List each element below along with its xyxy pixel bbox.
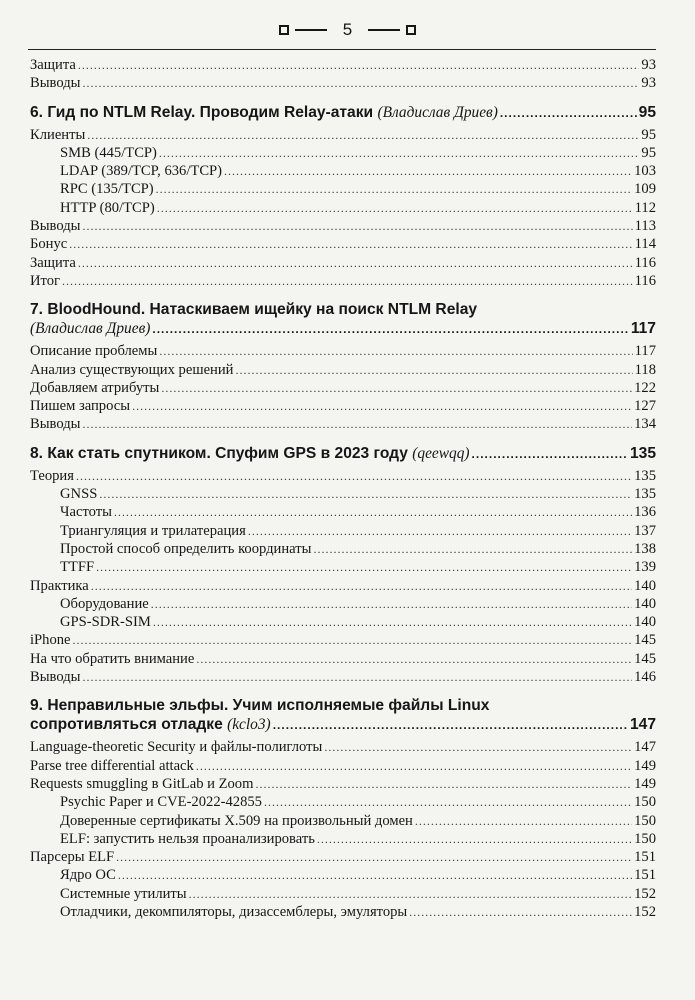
toc-entry [30, 217, 656, 235]
toc-entry-title: Requests smuggling в GitLab и Zoom [30, 775, 254, 792]
leader-dots [91, 577, 632, 595]
leader-dots [78, 254, 633, 272]
chapter-page: 117 [630, 320, 656, 338]
leader-dots [157, 199, 633, 217]
toc-entry-title: Оборудование [60, 595, 149, 612]
leader-dots [82, 217, 632, 235]
toc-subentry [30, 885, 656, 903]
toc-entry-title: SMB (445/TCP) [60, 144, 157, 161]
chapter-title: 8. Как стать спутником. Спуфим GPS в 2023 году [30, 444, 408, 462]
chapter-page: 147 [629, 716, 656, 734]
leader-dots [189, 885, 632, 903]
toc-entry-page: 151 [634, 867, 656, 884]
leader-dots [235, 361, 632, 379]
leader-dots [73, 631, 633, 649]
toc-entry-page: 93 [641, 75, 656, 92]
toc-entry-title: Выводы [30, 75, 81, 92]
toc-entry [30, 397, 656, 415]
toc-entry [30, 272, 656, 290]
toc-entry-title: Парсеры ELF [30, 849, 115, 866]
toc-subentry [30, 162, 656, 180]
toc-entry-title: Выводы [30, 218, 81, 235]
toc-subentry [30, 199, 656, 217]
toc-subentry [30, 812, 656, 830]
toc-entry [30, 668, 656, 686]
toc-subentry [30, 503, 656, 521]
toc-entry-title: Language-theoretic Security и файлы-полиглоты [30, 739, 323, 756]
toc-entry [30, 415, 656, 433]
toc-entry-page: 109 [634, 181, 656, 198]
toc-entry-title: RPC (135/TCP) [60, 181, 154, 198]
toc-entry-page: 127 [634, 398, 656, 415]
toc-entry-title: Выводы [30, 669, 81, 686]
toc-entry-page: 150 [634, 812, 656, 829]
ornament-line-left [295, 29, 327, 31]
toc-entry-title: Доверенные сертификаты X.509 на произвольный домен [60, 812, 413, 829]
toc-subentry [30, 793, 656, 811]
toc-entry [30, 631, 656, 649]
toc-subentry [30, 830, 656, 848]
toc-entry-title: Пишем запросы [30, 398, 131, 415]
header-rule [28, 49, 656, 50]
toc-entry-title: Итог [30, 272, 61, 289]
leader-dots [82, 74, 639, 92]
chapter-title: 6. Гид по NTLM Relay. Проводим Relay-атаки [30, 103, 374, 121]
toc-entry-title: Выводы [30, 416, 81, 433]
leader-dots [324, 738, 632, 756]
toc-entry [30, 775, 656, 793]
leader-dots [161, 379, 632, 397]
leader-dots [159, 342, 632, 360]
leader-dots [118, 866, 632, 884]
leader-dots [255, 775, 632, 793]
toc-entry [30, 235, 656, 253]
leader-dots [132, 397, 632, 415]
leader-dots [317, 830, 632, 848]
leader-dots [76, 467, 632, 485]
toc-subentry [30, 558, 656, 576]
leader-dots [151, 595, 632, 613]
toc-entry-title: Описание проблемы [30, 343, 158, 360]
leader-dots [224, 162, 632, 180]
leader-dots [500, 104, 637, 123]
toc-subentry [30, 903, 656, 921]
toc-entry-page: 149 [634, 757, 656, 774]
toc-entry-page: 145 [634, 632, 656, 649]
toc-entry-page: 152 [634, 885, 656, 902]
toc-entry [30, 56, 656, 74]
toc-entry-page: 135 [634, 486, 656, 503]
toc-entry [30, 848, 656, 866]
toc-entry [30, 74, 656, 92]
chapter-title: 7. BloodHound. Натаскиваем ищейку на поиск NTLM Relay [30, 301, 478, 319]
toc-entry-title: Системные утилиты [60, 885, 187, 902]
leader-dots [248, 522, 632, 540]
leader-dots [114, 503, 632, 521]
toc-subentry [30, 866, 656, 884]
toc-entry-page: 145 [634, 650, 656, 667]
toc-entry-page: 116 [634, 272, 656, 289]
toc-entry [30, 738, 656, 756]
ornament-box-left [279, 25, 289, 35]
leader-dots [273, 716, 628, 735]
toc-entry-title: Отладчики, декомпиляторы, дизассемблеры, эмуляторы [60, 903, 408, 920]
toc-entry-title: iPhone [30, 632, 71, 649]
toc-entry-title: На что обратить внимание [30, 650, 195, 667]
toc-entry [30, 342, 656, 360]
leader-dots [415, 812, 632, 830]
toc-entry [30, 254, 656, 272]
toc-entry-title: GPS-SDR-SIM [60, 614, 151, 631]
toc-entry-page: 103 [634, 163, 656, 180]
toc-entry-page: 135 [634, 467, 656, 484]
toc-entry-page: 137 [634, 522, 656, 539]
toc-entry [30, 757, 656, 775]
page-header [0, 0, 695, 48]
toc-entry-page: 114 [634, 236, 656, 253]
chapter-8-heading [30, 444, 656, 463]
toc-entry-page: 122 [634, 379, 656, 396]
toc-entry-page: 139 [634, 559, 656, 576]
toc-entry-title: Триангуляция и трилатерация [60, 522, 246, 539]
toc-entry-page: 150 [634, 830, 656, 847]
toc-entry-title: Psychic Paper и CVE-2022-42855 [60, 794, 262, 811]
toc-entry-page: 113 [634, 218, 656, 235]
toc-entry-title: HTTP (80/TCP) [60, 199, 155, 216]
leader-dots [116, 848, 632, 866]
chapter-page: 95 [638, 103, 656, 121]
chapter-title: 9. Неправильные эльфы. Учим исполняемые файлы Linux [30, 697, 490, 715]
toc-entry-title: GNSS [60, 486, 98, 503]
toc-entry [30, 467, 656, 485]
leader-dots [159, 144, 640, 162]
toc-entry-page: 117 [634, 343, 656, 360]
chapter-9-heading [30, 696, 656, 734]
chapter-author: (kclo3) [227, 716, 271, 734]
toc-entry [30, 379, 656, 397]
leader-dots [196, 650, 632, 668]
leader-dots [96, 558, 632, 576]
toc-entry-title: Простой способ определить координаты [60, 540, 312, 557]
toc-entry-title: Клиенты [30, 126, 86, 143]
leader-dots [264, 793, 632, 811]
chapter-author: (Владислав Дриев) [30, 320, 151, 338]
leader-dots [78, 56, 640, 74]
toc-entry-title: Бонус [30, 236, 68, 253]
toc-entry-page: 149 [634, 775, 656, 792]
leader-dots [82, 668, 632, 686]
chapter-7-heading [30, 300, 656, 338]
toc-entry-page: 140 [634, 577, 656, 594]
toc-entry [30, 650, 656, 668]
toc-entry-title: LDAP (389/TCP, 636/TCP) [60, 163, 223, 180]
toc-entry-page: 95 [641, 144, 656, 161]
leader-dots [409, 903, 632, 921]
toc-entry-page: 150 [634, 794, 656, 811]
ornament-line-right [368, 29, 400, 31]
toc-entry-page: 134 [634, 416, 656, 433]
toc-entry-page: 138 [634, 540, 656, 557]
leader-dots [87, 126, 639, 144]
toc-entry-title: Частоты [60, 504, 112, 521]
leader-dots [62, 272, 633, 290]
toc-entry-title: Ядро ОС [60, 867, 116, 884]
toc-entry-page: 112 [634, 199, 656, 216]
toc-entry-title: Защита [30, 57, 76, 73]
leader-dots [82, 415, 632, 433]
toc-entry-title: Теория [30, 467, 74, 484]
leader-dots [152, 320, 628, 339]
leader-dots [153, 613, 632, 631]
toc-entry-page: 147 [634, 739, 656, 756]
chapter-author: (Владислав Дриев) [377, 103, 498, 121]
toc-entry-title: Добавляем атрибуты [30, 379, 160, 396]
toc-entry-page: 140 [634, 595, 656, 612]
leader-dots [156, 180, 632, 198]
chapter-author: (qeewqq) [412, 444, 470, 462]
toc-entry-page: 146 [634, 669, 656, 686]
toc-entry-page: 93 [641, 57, 656, 73]
toc-subentry [30, 613, 656, 631]
toc-entry-page: 95 [641, 126, 656, 143]
toc-entry-title: TTFF [60, 559, 95, 576]
toc-subentry [30, 540, 656, 558]
chapter-page: 135 [629, 444, 656, 462]
toc-subentry [30, 144, 656, 162]
leader-dots [69, 235, 632, 253]
toc-entry-title: ELF: запустить нельзя проанализировать [60, 830, 315, 847]
toc-entry-page: 151 [634, 849, 656, 866]
ornament-box-right [406, 25, 416, 35]
chapter-title-continued: сопротивляться отладке [30, 716, 223, 734]
toc-entry-title: Практика [30, 577, 89, 594]
leader-dots [99, 485, 632, 503]
toc-subentry [30, 485, 656, 503]
toc-entry [30, 577, 656, 595]
chapter-6-heading [30, 103, 656, 122]
toc-entry-page: 116 [634, 254, 656, 271]
toc-entry-page: 140 [634, 614, 656, 631]
toc-entry-page: 136 [634, 504, 656, 521]
leader-dots [196, 757, 632, 775]
toc-entry-page: 152 [634, 903, 656, 920]
leader-dots [472, 445, 628, 464]
toc-subentry [30, 522, 656, 540]
toc-entry [30, 361, 656, 379]
toc-entry-title: Анализ существующих решений [30, 361, 234, 378]
toc-entry-title: Защита [30, 254, 76, 271]
toc-entry-page: 118 [634, 361, 656, 378]
toc-subentry [30, 180, 656, 198]
toc-subentry [30, 595, 656, 613]
page-number: 5 [342, 20, 353, 39]
toc-entry [30, 126, 656, 144]
table-of-contents [30, 56, 656, 921]
leader-dots [313, 540, 632, 558]
toc-entry-title: Parse tree differential attack [30, 757, 194, 774]
